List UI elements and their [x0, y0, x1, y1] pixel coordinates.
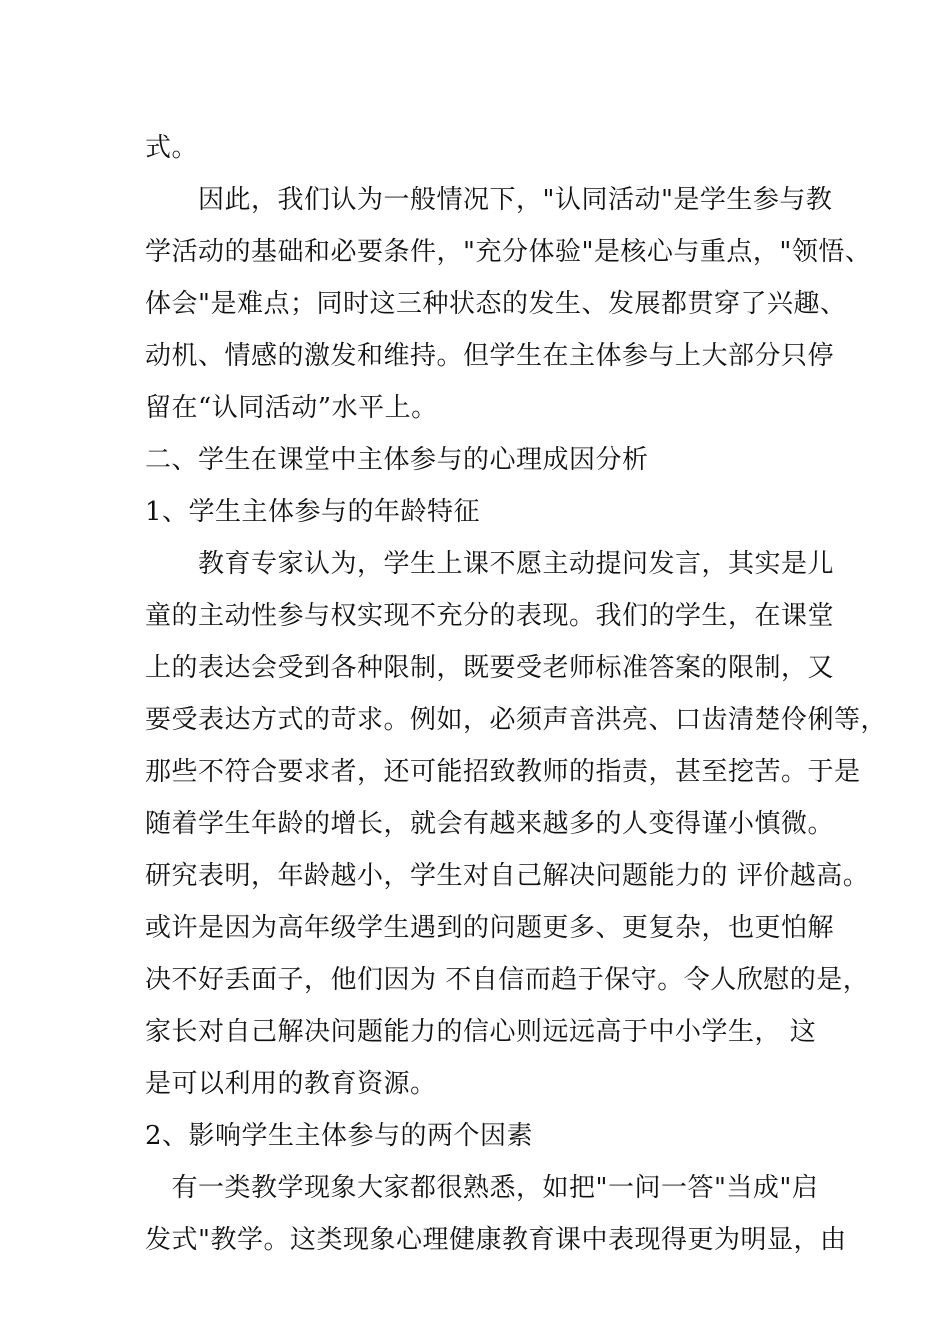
text-line: 体会"是难点；同时这三种状态的发生、发展都贯穿了兴趣、 [145, 289, 847, 319]
text-line: 那些不符合要求者，还可能招致教师的指责，甚至挖苦。于是 [145, 757, 861, 787]
paragraph-line: 有一类教学现象大家都很熟悉，如把"一问一答"当成"启 [145, 1173, 819, 1203]
text-line: 学活动的基础和必要条件，"充分体验"是核心与重点，"领悟、 [145, 237, 872, 267]
text-line: 研究表明，年龄越小，学生对自己解决问题能力的 评价越高。 [145, 861, 870, 891]
subsection-heading: 2、影响学生主体参与的两个因素 [145, 1121, 534, 1151]
text-line: 上的表达会受到各种限制，既要受老师标准答案的限制，又 [145, 653, 835, 683]
text-line: 家长对自己解决问题能力的信心则远远高于中小学生， 这 [145, 1017, 817, 1047]
subsection-heading: 1、学生主体参与的年龄特征 [145, 497, 481, 527]
paragraph-line: 因此，我们认为一般情况下，"认同活动"是学生参与教 [145, 185, 833, 215]
text-line: 决不好丢面子，他们因为 不自信而趋于保守。令人欣慰的是， [145, 965, 870, 995]
text-line: 式。 [145, 133, 199, 163]
text-line: 留在“认同活动”水平上。 [145, 393, 438, 423]
text-line: 动机、情感的激发和维持。但学生在主体参与上大部分只停 [145, 341, 835, 371]
text-line: 是可以利用的教育资源。 [145, 1069, 437, 1099]
text-line: 随着学生年龄的增长，就会有越来越多的人变得谨小慎微。 [145, 809, 835, 839]
text-line: 要受表达方式的苛求。例如，必须声音洪亮、口齿清楚伶俐等， [145, 705, 888, 735]
text-line: 或许是因为高年级学生遇到的问题更多、更复杂，也更怕解 [145, 913, 835, 943]
section-heading: 二、学生在课堂中主体参与的心理成因分析 [145, 445, 649, 475]
text-line: 发式"教学。这类现象心理健康教育课中表现得更为明显，由 [145, 1225, 847, 1255]
text-line: 童的主动性参与权实现不充分的表现。我们的学生，在课堂 [145, 601, 835, 631]
paragraph-line: 教育专家认为，学生上课不愿主动提问发言，其实是儿 [145, 549, 835, 579]
